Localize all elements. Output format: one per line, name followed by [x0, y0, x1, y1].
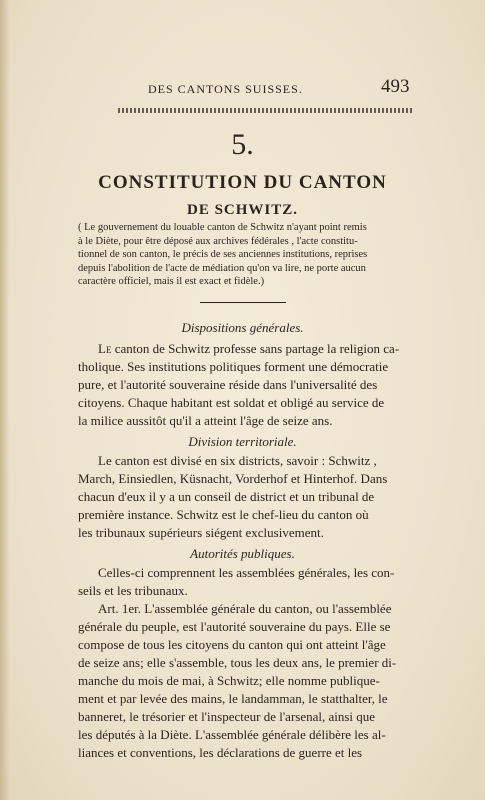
ornamental-rule: [118, 108, 414, 113]
page-spine-shadow: [0, 0, 10, 800]
chapter-title-line-1: CONSTITUTION DU CANTON: [98, 172, 387, 193]
chapter-title-line-2: DE SCHWITZ.: [186, 202, 299, 218]
note-line: caractère officiel, mais il est exact et fidèle.): [78, 276, 265, 287]
paragraph-line: tholique. Ses institutions politiques forment une démocratie: [78, 359, 389, 374]
section-number: 5.: [231, 128, 254, 161]
paragraph-article-1: [78, 600, 416, 762]
editorial-note: [78, 221, 402, 289]
paragraph-line: la milice aussitôt qu'il a atteint l'âge de seize ans.: [78, 413, 333, 428]
paragraph-line: liances et conventions, les déclarations de guerre et les: [78, 745, 363, 760]
page-number: 493: [381, 76, 410, 97]
subheading-division: Division territoriale.: [188, 434, 297, 449]
paragraph-division: [78, 452, 416, 542]
paragraph-line: compose de tous les citoyens du canton qui ont atteint l'âge: [78, 637, 386, 652]
paragraph-line: March, Einsiedlen, Küsnacht, Vorderhof et Hinterhof. Dans: [78, 471, 388, 486]
paragraph-line: seils et les tribunaux.: [78, 583, 188, 598]
paragraph-autorites-intro: [78, 564, 416, 600]
paragraph-line: citoyens. Chaque habitant est soldat et obligé au service de: [78, 395, 385, 410]
subheading-dispositions: Dispositions générales.: [181, 320, 304, 335]
paragraph-line: Le canton est divisé en six districts, savoir : Schwitz ,: [98, 453, 377, 468]
paragraph-line: Le canton de Schwitz professe sans partage la religion ca-: [98, 341, 400, 356]
note-line: depuis l'abolition de l'acte de médiation qu'on va lire, ne porte aucun: [78, 262, 366, 274]
paragraph-line: pure, et l'autorité souveraine réside dans l'universalité des: [78, 377, 378, 392]
paragraph-line: ment et par levée des mains, le landamman, le statthalter, le: [78, 691, 388, 706]
note-line: ( Le gouvernement du louable canton de Schwitz n'ayant point remis: [78, 222, 367, 233]
paragraph-line: Art. 1er. L'assemblée générale du canton, ou l'assemblée: [98, 601, 392, 616]
paragraph-line: banneret, le trésorier et l'inspecteur de l'arsenal, ainsi que: [78, 709, 376, 724]
note-line: à le Diète, pour être déposé aux archives fédérales , l'acte constitu-: [78, 235, 358, 247]
paragraph-line: les tribunaux supérieurs siégent exclusivement.: [78, 525, 324, 540]
paragraph-line: chacun d'eux il y a un conseil de district et un tribunal de: [78, 489, 375, 504]
paragraph-line: manche du mois de mai, à Schwitz; elle nomme publique-: [78, 673, 380, 688]
paragraph-line: générale du peuple, est l'autorité souveraine du pays. Elle se: [78, 619, 391, 634]
paragraph-line: première instance. Schwitz est le chef-lieu du canton où: [78, 507, 369, 522]
lead-word: Le: [98, 341, 112, 356]
subheading-autorites: Autorités publiques.: [190, 546, 295, 561]
running-head: DES CANTONS SUISSES.: [148, 82, 303, 96]
paragraph-line: Celles-ci comprennent les assemblées générales, les con-: [98, 565, 395, 580]
note-line: tionnel de son canton, le précis de ses anciennes institutions, reprises: [78, 249, 368, 260]
divider-rule: [200, 302, 286, 303]
paragraph-line: les députés à la Diète. L'assemblée générale délibère les al-: [78, 727, 386, 742]
paragraph-line: de seize ans; elle s'assemble, tous les deux ans, le premier di-: [78, 655, 397, 670]
paragraph-dispositions: [78, 340, 416, 430]
